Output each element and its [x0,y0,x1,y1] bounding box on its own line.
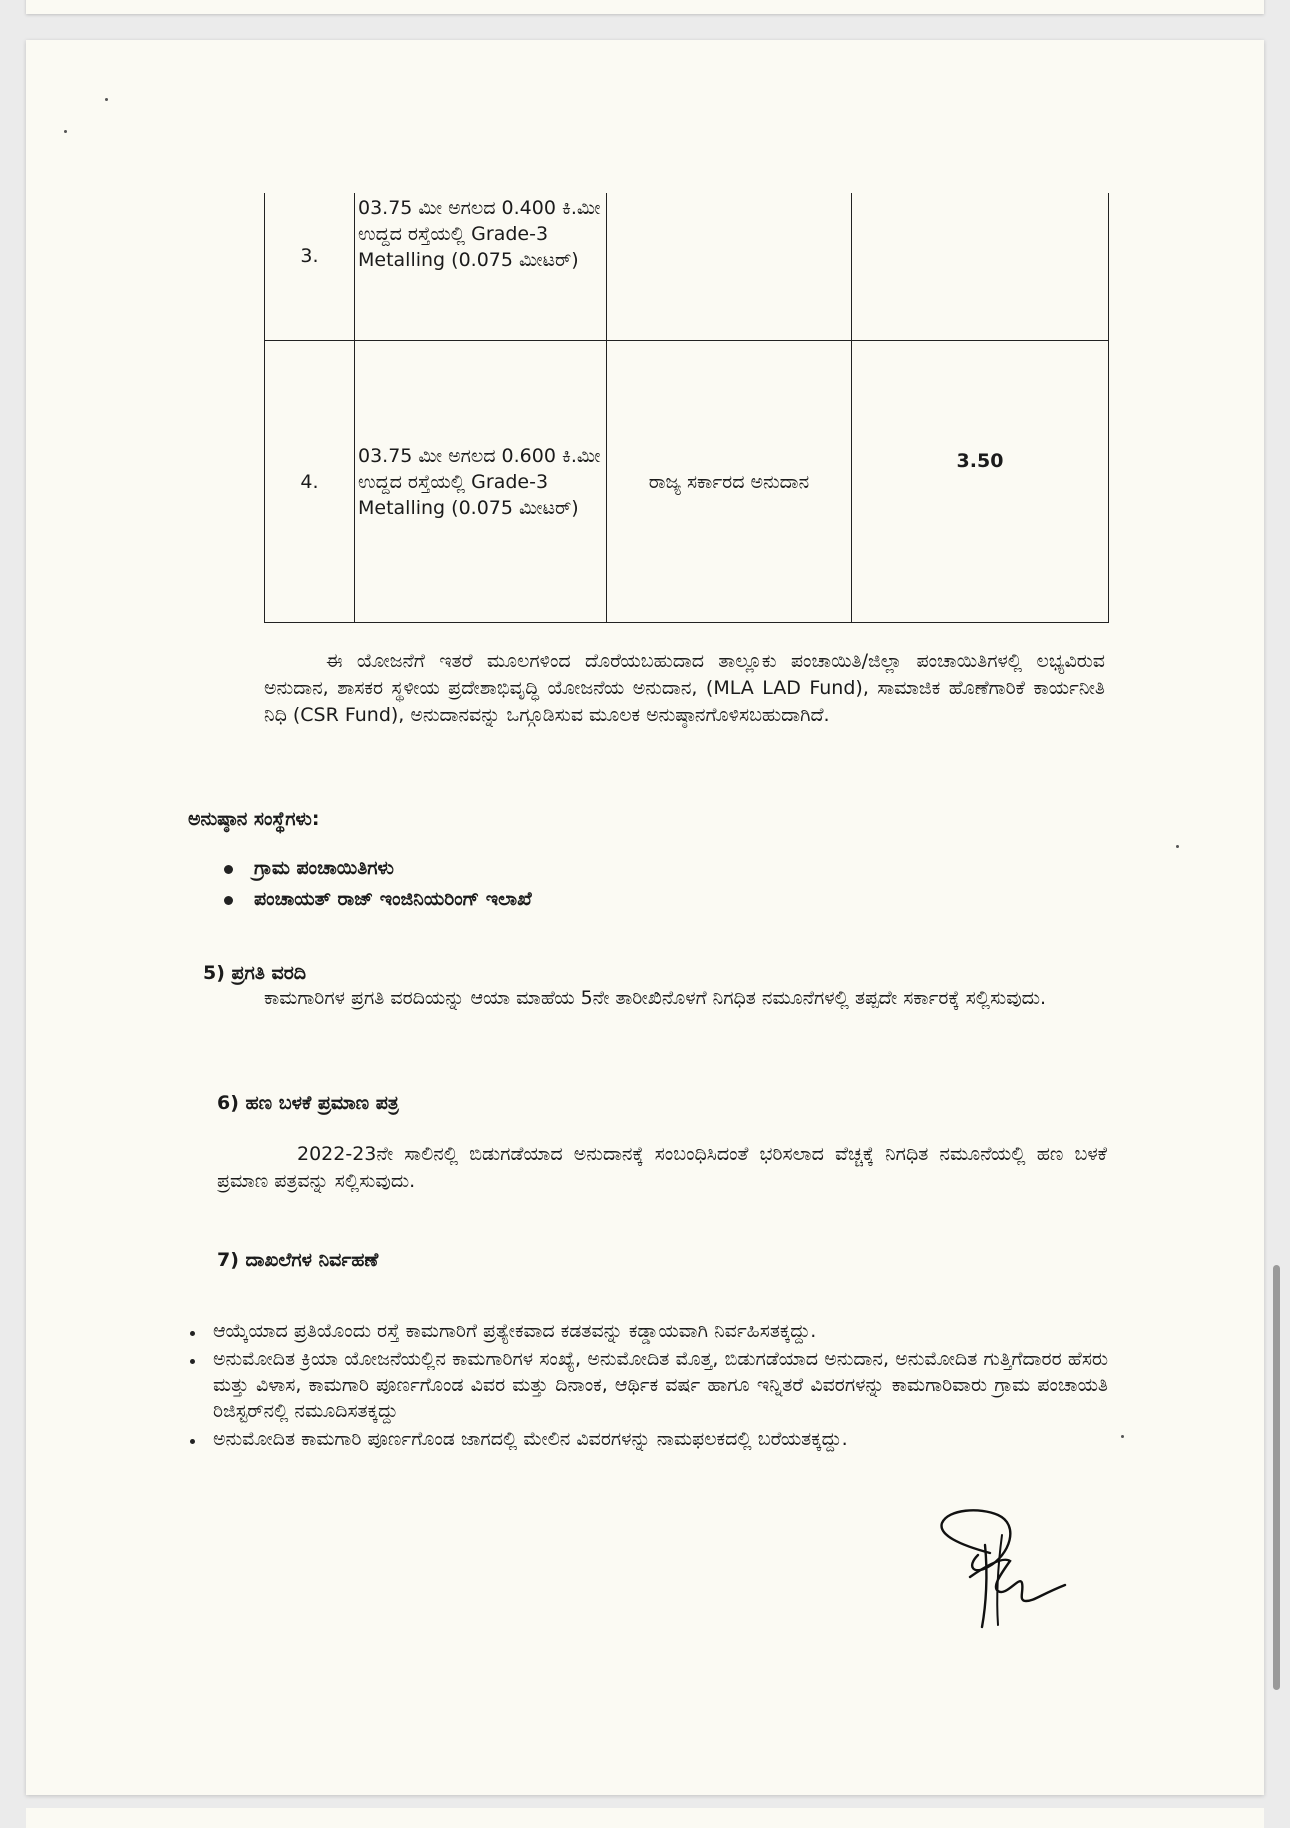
scan-speck [1121,1435,1124,1438]
scan-speck [1176,845,1179,848]
agencies-heading: ಅನುಷ್ಠಾನ ಸಂಸ್ಥೆಗಳು: [188,808,320,830]
section-6-body: 2022-23ನೇ ಸಾಲಿನಲ್ಲಿ ಬಿಡುಗಡೆಯಾದ ಅನುದಾನಕ್ಕೆ ಸಂಬಂಧಿಸಿದಂತೆ ಭರಿಸಲಾದ ವೆಚ್ಚಕ್ಕೆ ನಿಗಧಿತ ನಮೂನೆಯಲ್ಲಿ ಹಣ ಬಳಕೆ ಪ್ರಮಾಣ ಪತ್ರವನ್ನು ಸಲ್ಲಿಸುವುದು. [217,1143,1107,1192]
section-5-body: ಕಾಮಗಾರಿಗಳ ಪ್ರಗತಿ ವರದಿಯನ್ನು ಆಯಾ ಮಾಹೆಯ 5ನೇ ತಾರೀಖಿನೊಳಗೆ ನಿಗಧಿತ ನಮೂನೆಗಳಲ್ಲಿ ತಪ್ಪದೇ ಸರ್ಕಾರಕ್ಕೆ ಸಲ್ಲಿಸುವುದು. [264,987,1047,1009]
table-row [265,341,1109,623]
previous-page-edge [26,0,1264,14]
records-list [188,1318,1108,1454]
section-5-heading: 5) ಪ್ರಗತಿ ವರದಿ [203,962,307,984]
serial-number-cell: 4. [265,341,355,623]
amount-cell: 3.50 [852,341,1109,623]
serial-number-cell: 3. [265,193,355,341]
next-page-edge [26,1808,1264,1828]
table-row [265,193,1109,341]
signature [930,1505,1070,1635]
scan-speck [105,98,108,101]
list-item: ಅನುಮೋದಿತ ಕಾಮಗಾರಿ ಪೂರ್ಣಗೊಂಡ ಜಾಗದಲ್ಲಿ ಮೇಲಿನ ವಿವರಗಳನ್ನು ನಾಮಫಲಕದಲ್ಲಿ ಬರೆಯತಕ್ಕದ್ದು. [188,1426,1108,1452]
funding-source-cell [607,193,852,341]
section-7-heading: 7) ದಾಖಲೆಗಳ ನಿರ್ವಹಣೆ [217,1249,379,1271]
list-item: ಅನುಮೋದಿತ ಕ್ರಿಯಾ ಯೋಜನೆಯಲ್ಲಿನ ಕಾಮಗಾರಿಗಳ ಸಂಖ್ಯೆ, ಅನುಮೋದಿತ ಮೊತ್ತ, ಬಿಡುಗಡೆಯಾದ ಅನುದಾನ, ಅನುಮೋದಿತ ಗುತ್ತಿಗೆದಾರರ ಹೆಸರು ಮತ್ತು ವಿಳಾಸ, ಕಾಮಗಾರಿ ಪೂರ್ಣಗೊಂಡ ವಿವರ ಮತ್ತು ದಿನಾಂಕ, ಆರ್ಥಿಕ ವರ್ಷ ಹಾಗೂ ಇನ್ನಿತರೆ ವಿವರಗಳನ್ನು ಕಾಮಗಾರಿವಾರು ಗ್ರಾಮ ಪಂಚಾಯತಿ ರಿಜಿಸ್ಟರ್‌ನಲ್ಲಿ ನಮೂದಿಸತಕ್ಕದ್ದು [188,1346,1108,1424]
vertical-scrollbar[interactable] [1273,1265,1280,1690]
list-item: ಆಯ್ಕೆಯಾದ ಪ್ರತಿಯೊಂದು ರಸ್ತೆ ಕಾಮಗಾರಿಗೆ ಪ್ರತ್ಯೇಕವಾದ ಕಡತವನ್ನು ಕಡ್ಡಾಯವಾಗಿ ನಿರ್ವಹಿಸತಕ್ಕದ್ದು. [188,1318,1108,1344]
funding-paragraph: ಈ ಯೋಜನೆಗೆ ಇತರೆ ಮೂಲಗಳಿಂದ ದೊರೆಯಬಹುದಾದ ತಾಲ್ಲೂಕು ಪಂಚಾಯಿತಿ/ಜಿಲ್ಲಾ ಪಂಚಾಯಿತಿಗಳಲ್ಲಿ ಲಭ್ಯವಿರುವ ಅನುದಾನ, ಶಾಸಕರ ಸ್ಥಳೀಯ ಪ್ರದೇಶಾಭಿವೃದ್ಧಿ ಯೋಜನೆಯ ಅನುದಾನ, (MLA LAD Fund), ಸಾಮಾಜಿಕ ಹೊಣೆಗಾರಿಕೆ ಕಾರ್ಯನೀತಿ ನಿಧಿ (CSR Fund), ಅನುದಾನವನ್ನು ಒಗ್ಗೂಡಿಸುವ ಮೂಲಕ ಅನುಷ್ಠಾನಗೊಳಿಸಬಹುದಾಗಿದೆ. [264,650,1105,726]
section-6-heading: 6) ಹಣ ಬಳಕೆ ಪ್ರಮಾಣ ಪತ್ರ [217,1092,399,1114]
agencies-list [224,855,532,917]
list-item: ಗ್ರಾಮ ಪಂಚಾಯಿತಿಗಳು [224,855,532,882]
works-table [264,193,1109,623]
list-item: ಪಂಚಾಯತ್ ರಾಜ್ ಇಂಜಿನಿಯರಿಂಗ್ ಇಲಾಖೆ [224,886,532,913]
work-description-cell: 03.75 ಮೀ ಅಗಲದ 0.400 ಕಿ.ಮೀ ಉದ್ದದ ರಸ್ತೆಯಲ್ಲಿ Grade-3 Metalling (0.075 ಮೀಟರ್) [355,193,607,341]
scan-speck [64,130,67,133]
funding-source-cell: ರಾಜ್ಯ ಸರ್ಕಾರದ ಅನುದಾನ [607,341,852,623]
amount-cell [852,193,1109,341]
work-description-cell: 03.75 ಮೀ ಅಗಲದ 0.600 ಕಿ.ಮೀ ಉದ್ದದ ರಸ್ತೆಯಲ್ಲಿ Grade-3 Metalling (0.075 ಮೀಟರ್) [355,341,607,623]
